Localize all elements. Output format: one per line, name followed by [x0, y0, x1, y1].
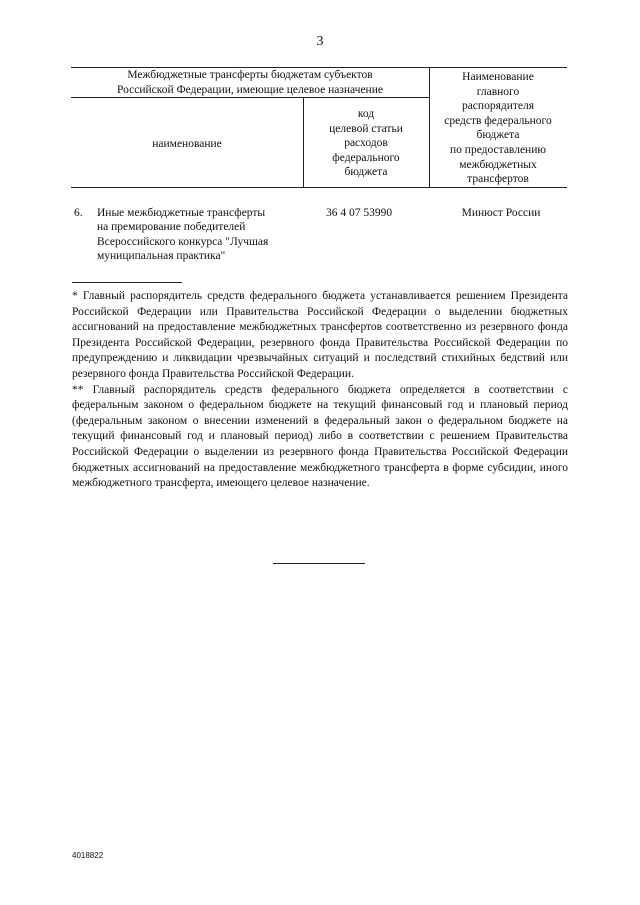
footnote-2: ** Главный распорядитель средств федерального бюджета определяется в соответствии с федеральным законом о федеральном бюджете на текущий финансовый год и плановый период (федеральным законом о внесении изменений в федеральный закон о федеральном бюджете на текущий финансовый год и плановый период) либо в соответствии с решением Правительства Российской Федерации о выделении из резервного фонда Правительства Российской Федерации бюджетных ассигнований на предоставление межбюджетного трансферта в форме субсидии, иного межбюджетного трансферта, имеющего целевое назначение.: [72, 383, 568, 490]
header-code-column: код целевой статьи расходов федерального бюджета: [329, 108, 403, 179]
footnotes: [72, 289, 568, 492]
table-header: [71, 67, 567, 187]
row-number: 6.: [74, 207, 83, 219]
document-code: 4018822: [72, 851, 104, 860]
header-name-column: наименование: [152, 138, 222, 150]
page-number: 3: [316, 34, 324, 49]
row-name: Иные межбюджетные трансферты на премирование победителей Всероссийского конкурса "Лучшая муниципальная практика": [97, 207, 269, 263]
header-bottom-border: [71, 187, 567, 188]
header-admin-column: Наименование главного распорядителя средств федерального бюджета по предоставлению межбюджетных трансфертов: [444, 71, 552, 186]
footnote-1: * Главный распорядитель средств федерального бюджета устанавливается решением Президента Российской Федерации или Правительства Российской Федерации о выделении бюджетных ассигнований на предоставление межбюджетных трансфертов соответственно из резервного фонда Президента Российской Федерации, резервного фонда Правительства Российской Федерации по предупреждению и ликвидации чрезвычайных ситуаций и последствий стихийных бедствий или резервного фонда Правительства Российской Федерации.: [72, 290, 568, 380]
header-group-title: Межбюджетные трансферты бюджетам субъектов Российской Федерации, имеющие целевое назначение: [117, 69, 383, 96]
end-separator: [273, 563, 365, 564]
row-code: 36 4 07 53990: [326, 207, 393, 219]
footnote-separator: [72, 282, 182, 283]
row-admin: Минюст России: [461, 207, 541, 219]
